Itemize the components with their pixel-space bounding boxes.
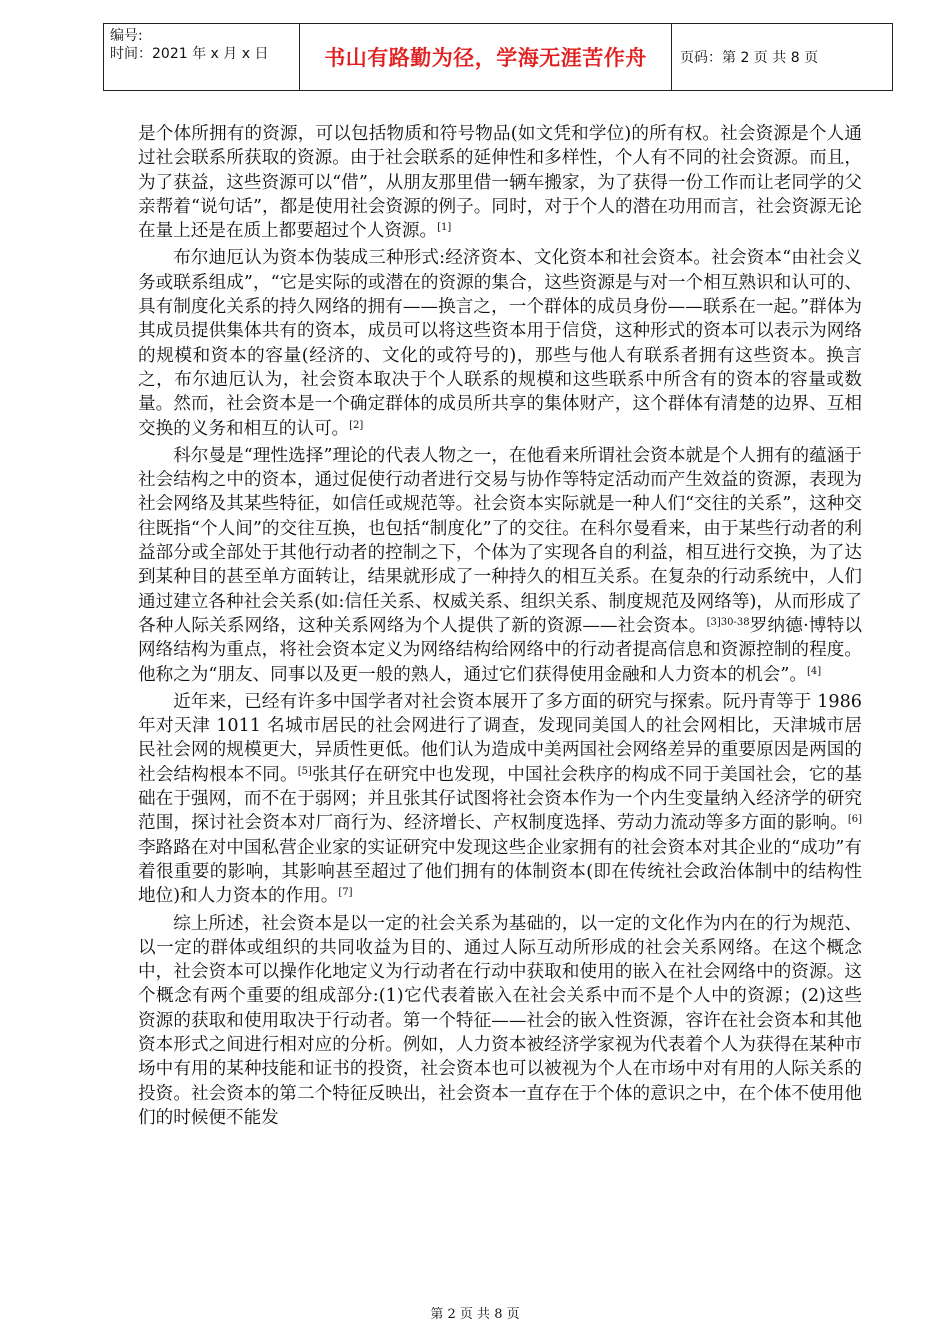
paragraph-text: 是个体所拥有的资源，可以包括物质和符号物品(如文凭和学位)的所有权。社会资源是个人通过社会联系所获取的资源。由于社会联系的延伸性和多样性，个人有不同的社会资源。而且，为了获益，这些资源可以“借”，从朋友那里借一辆车搬家，为了获得一份工作而让老同学的父亲帮着“说句话”，都是使用社会资源的例子。同时，对于个人的潜在功用而言，社会资源无论在量上还是在质上都要超过个人资源。: [138, 124, 862, 242]
paragraph-text: 综上所述，社会资本是以一定的社会关系为基础的，以一定的文化作为内在的行为规范、以一定的群体或组织的共同收益为目的、通过人际互动所形成的社会关系网络。在这个概念中，社会资本可以操作化地定义为行动者在行动中获取和使用的嵌入在社会网络中的资源。这个概念有两个重要的组成部分:(1)它代表着嵌入在社会关系中而不是个人中的资源；(2)这些资源的获取和使用取决于行动者。第一个特征——社会的嵌入性资源，容许在社会资本和其他资本形式之间进行相对应的分析。例如，人力资本被经济学家视为代表着个人为获得在某种市场中有用的某种技能和证书的投资，社会资本也可以被视为个人在市场中对有用的人际关系的投资。社会资本的第二个特征反映出，社会资本一直存在于个体的意识之中，在个体不使用他们的时候便不能发: [138, 913, 862, 1128]
paragraph-text: 罗纳德·博特以网络结构为重点，将社会资本定义为网络结构给网络中的行动者提高信息和资源控制的程度。他称之为“朋友、同事以及更一般的熟人，通过它们获得使用金融和人力资本的机会”。: [138, 615, 862, 685]
body-paragraph: [138, 246, 862, 440]
header-table: [103, 23, 893, 91]
citation-ref: [4]: [806, 665, 822, 677]
body-paragraph: [138, 444, 862, 687]
paragraph-text: 李路路在对中国私营企业家的实证研究中发现这些企业家拥有的社会资本对其企业的“成功”有着很重要的影响，其影响甚至超过了他们拥有的体制资本(即在传统社会政治体制中的结构性地位)和人力资本的作用。: [138, 837, 862, 907]
body-paragraph: [138, 690, 862, 909]
body-paragraph: [138, 912, 862, 1131]
paragraph-text: 张其仔在研究中也发现，中国社会秩序的构成不同于美国社会，它的基础在于强网，而不在于弱网；并且张其仔试图将社会资本作为一个内生变量纳入经济学的研究范围，探讨社会资本对厂商行为、经济增长、产权制度选择、劳动力流动等多方面的影响。: [138, 764, 862, 834]
paragraph-text: 近年来，已经有许多中国学者对社会资本展开了多方面的研究与探索。阮丹青等于 1986 年对天津 1011 名城市居民的社会网进行了调查，发现同美国人的社会网相比，天津城市居民社会网的规模更大，异质性更低。他们认为造成中美两国社会网络差异的重要原因是两国的社会结构根本不同。: [138, 691, 862, 785]
citation-ref: [7]: [338, 887, 353, 899]
header-page-cell: [672, 24, 892, 90]
body-content: [138, 122, 862, 1130]
time-label: 时间：2021 年 x 月 x 日: [110, 46, 269, 62]
citation-ref: [2]: [349, 419, 364, 431]
header-motto-cell: [300, 24, 672, 90]
header-left-cell: [104, 24, 300, 90]
motto-text: 书山有路勤为径，学海无涯苦作舟: [324, 46, 647, 70]
number-label: 编号:: [110, 28, 143, 44]
citation-ref: [1]: [437, 222, 452, 234]
citation-ref: [3]30-38: [706, 616, 750, 628]
body-paragraph: [138, 122, 862, 243]
citation-ref: [5]: [297, 765, 312, 777]
paragraph-text: 布尔迪厄认为资本伪装成三种形式:经济资本、文化资本和社会资本。社会资本“由社会义务或联系组成”，“它是实际的或潜在的资源的集合，这些资源是与对一个相互熟识和认可的、具有制度化关系的持久网络的拥有——换言之，一个群体的成员身份——联系在一起。”群体为其成员提供集体共有的资本，成员可以将这些资本用于信贷，这种形式的资本可以表示为网络的规模和资本的容量(经济的、文化的或符号的)，那些与他人有联系者拥有这些资本。换言之，布尔迪厄认为，社会资本取决于个人联系的规模和这些联系中所含有的资本的容量或数量。然而，社会资本是一个确定群体的成员所共享的集体财产，这个群体有清楚的边界、互相交换的义务和相互的认可。: [138, 248, 862, 439]
page-footer: 第 2 页 共 8 页: [430, 1307, 520, 1322]
page-info: 页码：第 2 页 共 8 页: [680, 50, 819, 66]
paragraph-text: 科尔曼是“理性选择”理论的代表人物之一，在他看来所谓社会资本就是个人拥有的蕴涵于社会结构之中的资本，通过促使行动者进行交易与协作等特定活动而产生效益的资源，表现为社会网络及其某些特征，如信任或规范等。社会资本实际就是一种人们“交往的关系”，这种交往既指“个人间”的交往互换，也包括“制度化”了的交往。在科尔曼看来，由于某些行动者的利益部分或全部处于其他行动者的控制之下，个体为了实现各自的利益，相互进行交换，为了达到某种目的甚至单方面转让，结果就形成了一种持久的相互关系。在复杂的行动系统中，人们通过建立各种社会关系(如:信任关系、权威关系、组织关系、制度规范及网络等)，从而形成了各种人际关系网络，这种关系网络为个人提供了新的资源——社会资本。: [138, 445, 862, 636]
citation-ref: [6]: [847, 814, 862, 826]
